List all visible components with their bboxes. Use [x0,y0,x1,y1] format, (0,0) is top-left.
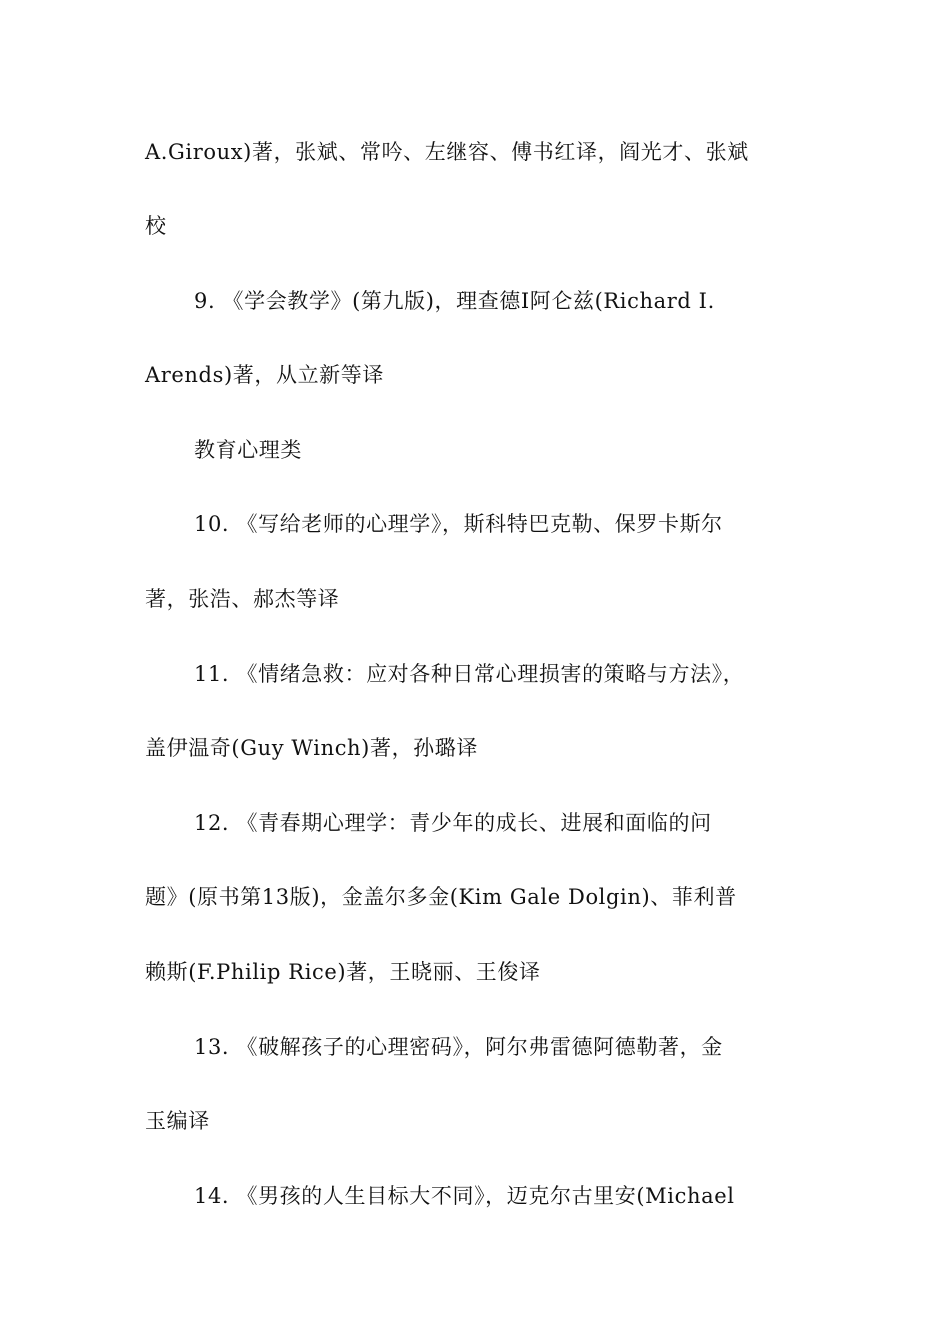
list-item-11: 11. 《情绪急救：应对各种日常心理损害的策略与方法》， [194,662,745,686]
text-line-giroux-continuation: A.Giroux)著，张斌、常吟、左继容、傅书红译，阎光才、张斌 [145,140,749,164]
text-line-13-continuation: 玉编译 [145,1109,210,1133]
list-item-9: 9. 《学会教学》(第九版)，理查德Ⅰ阿仑兹(Richard I. [194,289,715,313]
section-heading-educational-psychology: 教育心理类 [194,438,302,462]
list-item-12: 12. 《青春期心理学：青少年的成长、进展和面临的问 [194,811,712,835]
text-line-12-continuation-2: 赖斯(F.Philip Rice)著，王晓丽、王俊译 [145,960,541,984]
text-line-jiao: 校 [145,214,167,238]
list-item-10: 10. 《写给老师的心理学》，斯科特巴克勒、保罗卡斯尔 [194,512,723,536]
text-line-10-continuation: 著，张浩、郝杰等译 [145,587,340,611]
text-line-11-continuation: 盖伊温奇(Guy Winch)著，孙璐译 [145,736,478,760]
list-item-13: 13. 《破解孩子的心理密码》，阿尔弗雷德阿德勒著，金 [194,1035,723,1059]
list-item-14: 14. 《男孩的人生目标大不同》，迈克尔古里安(Michael [194,1184,735,1208]
text-line-arends: Arends)著，从立新等译 [145,363,384,387]
text-line-12-continuation-1: 题》(原书第13版)，金盖尔多金(Kim Gale Dolgin)、菲利普 [145,885,737,909]
